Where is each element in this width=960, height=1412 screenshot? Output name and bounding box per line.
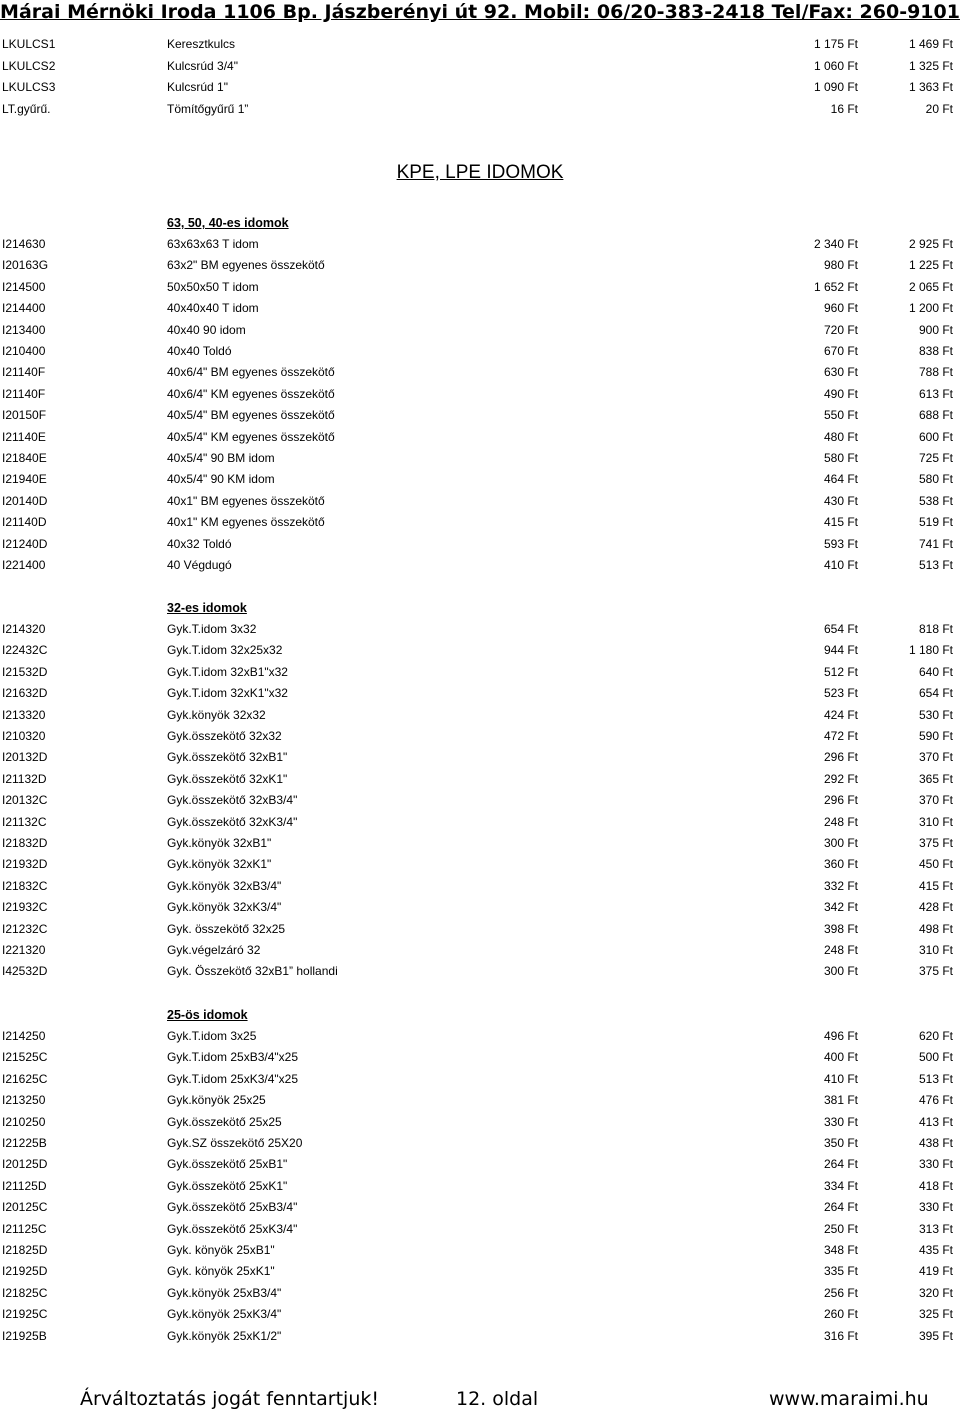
gross-price: 818 Ft [918,622,953,636]
net-price: 350 Ft [823,1136,858,1150]
product-description: Gyk.összekötő 25xK3/4" [167,1221,298,1236]
price-row [0,961,960,982]
net-price: 348 Ft [823,1243,858,1257]
gross-price: 325 Ft [918,1307,953,1322]
gross-price: 513 Ft [918,1071,953,1086]
product-code: I21140D [2,515,47,530]
product-description: Gyk.könyök 25xK3/4" [167,1307,282,1322]
price-row [0,790,960,811]
price-row [0,769,960,790]
product-code: I20140D [2,493,48,508]
gross-price: 370 Ft [918,750,953,765]
product-description: Tömítőgyűrű 1” [167,101,249,116]
product-code: I214250 [2,1029,46,1043]
price-row [0,1090,960,1111]
net-price: 472 Ft [823,729,858,743]
price-row [0,940,960,961]
price-row [0,277,960,298]
product-description: Gyk.könyök 25xB3/4" [167,1285,282,1300]
product-description: Gyk.összekötő 32x32 [167,729,282,743]
gross-price: 838 Ft [918,344,953,358]
product-code: I213320 [2,707,46,722]
product-code: I20125C [2,1200,48,1215]
net-price: 248 Ft [823,943,858,957]
gross-price: 1 325 Ft [908,58,953,73]
gross-price: 370 Ft [918,793,953,808]
price-row [0,341,960,362]
price-row [0,705,960,726]
price-row [0,812,960,833]
product-description: 40x6/4" KM egyenes összekötő [167,386,335,401]
product-description: 40x5/4" 90 KM idom [167,472,275,487]
product-code: I210320 [2,729,46,743]
price-row [0,491,960,512]
product-description: Gyk.összekötő 25xB3/4" [167,1200,298,1215]
gross-price: 428 Ft [918,900,953,915]
product-code: I21140F [2,365,46,380]
product-code: I210250 [2,1114,46,1129]
product-description: 50x50x50 T idom [167,279,259,294]
page-header: Márai Mérnöki Iroda 1106 Bp. Jászberényi út 92. Mobil: 06/20-383-2418 Tel/Fax: 260-9101 [0,1,960,23]
product-code: I20132C [2,793,48,808]
price-row [0,427,960,448]
net-price: 1 060 Ft [813,58,858,73]
gross-price: 788 Ft [918,365,953,380]
price-row [0,640,960,661]
product-code: I21140F [2,386,46,401]
net-price: 593 Ft [823,536,858,551]
product-description: 63x63x63 T idom [167,237,259,251]
product-code: I214320 [2,622,46,636]
footer-disclaimer: Árváltoztatás jogát fenntartjuk! [80,1388,379,1410]
price-row [0,34,960,55]
product-description: Gyk. könyök 25xK1" [167,1264,275,1279]
gross-price: 513 Ft [918,558,953,572]
product-code: I21932C [2,900,48,915]
product-code: I221400 [2,558,46,572]
product-description: Gyk.T.idom 32x25x32 [167,643,283,658]
gross-price: 640 Ft [918,664,953,679]
product-code: I42532D [2,964,48,979]
product-code: I21232C [2,921,48,936]
product-description: 40x40x40 T idom [167,301,259,316]
product-code: I21125D [2,1178,47,1193]
net-price: 480 Ft [823,429,858,444]
price-row [0,1176,960,1197]
product-code: I21940E [2,472,47,487]
gross-price: 900 Ft [918,322,953,337]
product-description: Kulcsrúd 1" [167,80,228,94]
net-price: 430 Ft [823,493,858,508]
product-description: Gyk. Összekötő 32xB1” hollandi [167,964,338,979]
price-row [0,919,960,940]
net-price: 410 Ft [823,558,858,572]
price-row [0,512,960,533]
product-description: Gyk. összekötő 32x25 [167,921,286,936]
product-description: Gyk.könyök 32xB3/4" [167,878,282,893]
product-description: Gyk.összekötő 32xB1" [167,750,288,765]
product-description: 40x1" KM egyenes összekötő [167,515,325,530]
product-description: 40x6/4" BM egyenes összekötő [167,365,335,380]
gross-price: 310 Ft [918,814,953,829]
net-price: 332 Ft [823,878,858,893]
gross-price: 418 Ft [918,1178,953,1193]
product-description: Gyk.összekötő 25x25 [167,1114,282,1129]
price-row [0,1154,960,1175]
price-row [0,469,960,490]
section-title: KPE, LPE IDOMOK [396,162,564,183]
product-description: Kulcsrúd 3/4" [167,58,238,73]
gross-price: 476 Ft [918,1093,953,1108]
price-row [0,1197,960,1218]
product-code: I21625C [2,1071,48,1086]
net-price: 300 Ft [823,836,858,850]
product-description: Gyk.összekötő 32xB3/4" [167,793,298,808]
net-price: 292 Ft [823,771,858,786]
net-price: 250 Ft [823,1221,858,1236]
price-row [0,619,960,640]
price-row [0,1283,960,1304]
price-row [0,1112,960,1133]
price-row [0,1133,960,1154]
price-row [0,448,960,469]
price-row [0,362,960,383]
price-row [0,99,960,120]
net-price: 512 Ft [823,664,858,679]
gross-price: 1 225 Ft [908,258,953,273]
product-description: 40x32 Toldó [167,536,232,551]
product-description: Gyk.T.idom 25xK3/4"x25 [167,1071,298,1086]
gross-price: 1 200 Ft [908,301,953,316]
net-price: 381 Ft [823,1093,858,1108]
net-price: 410 Ft [823,1071,858,1086]
net-price: 398 Ft [823,921,858,936]
gross-price: 2 925 Ft [908,237,953,251]
gross-price: 435 Ft [918,1243,953,1257]
net-price: 300 Ft [823,964,858,979]
product-description: Gyk.könyök 25x25 [167,1093,266,1108]
product-description: Gyk.könyök 32xK1" [167,857,272,872]
price-row [0,1069,960,1090]
product-code: I213250 [2,1093,46,1108]
gross-price: 450 Ft [918,857,953,872]
net-price: 2 340 Ft [813,237,858,251]
gross-price: 688 Ft [918,408,953,423]
product-code: I21925D [2,1264,48,1279]
footer-website: www.maraimi.hu [769,1388,929,1410]
net-price: 944 Ft [823,643,858,658]
product-code: I21825D [2,1243,48,1257]
product-description: 40x40 90 idom [167,322,246,337]
price-row [0,1304,960,1325]
net-price: 415 Ft [823,515,858,530]
product-description: Gyk.könyök 32xB1" [167,836,272,850]
gross-price: 600 Ft [918,429,953,444]
gross-price: 580 Ft [918,472,953,487]
product-code: I21125C [2,1221,47,1236]
gross-price: 530 Ft [918,707,953,722]
net-price: 550 Ft [823,408,858,423]
price-row [0,1026,960,1047]
net-price: 654 Ft [823,622,858,636]
gross-price: 519 Ft [918,515,953,530]
gross-price: 2 065 Ft [908,279,953,294]
price-row [0,833,960,854]
product-code: I21132C [2,814,47,829]
price-row [0,1240,960,1261]
gross-price: 365 Ft [918,771,953,786]
product-code: I21925C [2,1307,48,1322]
net-price: 16 Ft [830,101,858,116]
net-price: 400 Ft [823,1050,858,1065]
net-price: 496 Ft [823,1029,858,1043]
net-price: 980 Ft [823,258,858,273]
product-code: I21240D [2,536,48,551]
product-description: Gyk.T.idom 32xB1"x32 [167,664,288,679]
net-price: 256 Ft [823,1285,858,1300]
net-price: 630 Ft [823,365,858,380]
product-code: LKULCS3 [2,80,56,94]
product-code: I21825C [2,1285,48,1300]
net-price: 1 090 Ft [813,80,858,94]
gross-price: 395 Ft [918,1328,953,1343]
product-code: I21932D [2,857,48,872]
gross-price: 538 Ft [918,493,953,508]
net-price: 424 Ft [823,707,858,722]
price-row [0,1219,960,1240]
product-code: I214400 [2,301,46,316]
product-code: I210400 [2,344,46,358]
gross-price: 330 Ft [918,1200,953,1215]
product-description: Keresztkulcs [167,37,236,51]
product-code: LKULCS1 [2,37,56,51]
gross-price: 498 Ft [918,921,953,936]
net-price: 670 Ft [823,344,858,358]
price-row [0,1326,960,1347]
net-price: 960 Ft [823,301,858,316]
net-price: 335 Ft [823,1264,858,1279]
gross-price: 741 Ft [918,536,953,551]
product-code: I21832C [2,878,48,893]
product-code: I221320 [2,943,46,957]
net-price: 342 Ft [823,900,858,915]
price-row [0,1047,960,1068]
product-code: I21140E [2,429,46,444]
price-row [0,1261,960,1282]
product-description: Gyk.T.idom 32xK1"x32 [167,686,288,701]
net-price: 580 Ft [823,451,858,465]
price-row [0,405,960,426]
net-price: 296 Ft [823,750,858,765]
price-row [0,534,960,555]
gross-price: 419 Ft [918,1264,953,1279]
net-price: 248 Ft [823,814,858,829]
gross-price: 320 Ft [918,1285,953,1300]
net-price: 260 Ft [823,1307,858,1322]
gross-price: 20 Ft [925,101,953,116]
product-description: 63x2" BM egyenes összekötő [167,258,325,273]
product-description: Gyk.T.idom 25xB3/4"x25 [167,1050,298,1065]
product-code: I21832D [2,836,48,850]
price-row [0,662,960,683]
product-description: Gyk.végelzáró 32 [167,943,261,957]
page-footer [0,1386,960,1412]
product-description: Gyk.könyök 25xK1/2" [167,1328,282,1343]
product-code: I20163G [2,258,49,273]
gross-price: 310 Ft [918,943,953,957]
net-price: 360 Ft [823,857,858,872]
price-row [0,726,960,747]
gross-price: 415 Ft [918,878,953,893]
gross-price: 438 Ft [918,1136,953,1150]
product-code: I21925B [2,1328,47,1343]
product-code: I20132D [2,750,48,765]
product-description: Gyk.összekötő 25xB1" [167,1157,288,1172]
group-title: 63, 50, 40-es idomok [167,216,289,230]
net-price: 464 Ft [823,472,858,487]
gross-price: 725 Ft [918,451,953,465]
product-description: Gyk.könyök 32xK3/4" [167,900,282,915]
net-price: 523 Ft [823,686,858,701]
gross-price: 500 Ft [918,1050,953,1065]
gross-price: 375 Ft [918,964,953,979]
net-price: 1 175 Ft [813,37,858,51]
price-row [0,854,960,875]
price-row [0,320,960,341]
price-row [0,298,960,319]
net-price: 490 Ft [823,386,858,401]
gross-price: 375 Ft [918,836,953,850]
product-code: LT.gyűrű. [2,101,51,116]
product-description: 40x5/4" KM egyenes összekötő [167,429,335,444]
product-description: 40x1" BM egyenes összekötő [167,493,325,508]
product-description: 40 Végdugó [167,558,232,572]
product-description: 40x5/4" 90 BM idom [167,451,275,465]
net-price: 720 Ft [823,322,858,337]
gross-price: 1 180 Ft [908,643,953,658]
price-row [0,255,960,276]
price-row [0,683,960,704]
product-code: I214500 [2,279,46,294]
net-price: 264 Ft [823,1200,858,1215]
net-price: 296 Ft [823,793,858,808]
footer-page-number: 12. oldal [456,1388,539,1410]
product-description: Gyk.összekötő 32xK3/4" [167,814,298,829]
net-price: 316 Ft [823,1328,858,1343]
net-price: 334 Ft [823,1178,858,1193]
product-code: I21225B [2,1136,47,1150]
price-row [0,747,960,768]
product-description: Gyk.T.idom 3x32 [167,622,257,636]
net-price: 330 Ft [823,1114,858,1129]
gross-price: 330 Ft [918,1157,953,1172]
product-code: I22432C [2,643,48,658]
price-row [0,897,960,918]
product-description: 40x5/4" BM egyenes összekötő [167,408,335,423]
product-description: Gyk.összekötő 32xK1" [167,771,288,786]
product-code: I21632D [2,686,48,701]
gross-price: 620 Ft [918,1029,953,1043]
gross-price: 413 Ft [918,1114,953,1129]
product-code: I21532D [2,664,48,679]
price-row [0,234,960,255]
gross-price: 654 Ft [918,686,953,701]
product-code: I21132D [2,771,47,786]
product-code: I213400 [2,322,46,337]
gross-price: 1 469 Ft [908,37,953,51]
product-description: Gyk.T.idom 3x25 [167,1029,257,1043]
product-code: I214630 [2,237,46,251]
price-row [0,555,960,576]
gross-price: 313 Ft [918,1221,953,1236]
product-description: Gyk. könyök 25xB1" [167,1243,275,1257]
price-row [0,384,960,405]
price-row [0,77,960,98]
product-description: 40x40 Toldó [167,344,232,358]
product-code: I20150F [2,408,47,423]
product-description: Gyk.könyök 32x32 [167,707,266,722]
product-code: I20125D [2,1157,48,1172]
price-row [0,876,960,897]
group-title: 32-es idomok [167,601,247,615]
gross-price: 613 Ft [918,386,953,401]
product-code: LKULCS2 [2,58,56,73]
price-row [0,56,960,77]
product-description: Gyk.SZ összekötő 25X20 [167,1136,303,1150]
gross-price: 590 Ft [918,729,953,743]
net-price: 264 Ft [823,1157,858,1172]
product-description: Gyk.összekötő 25xK1" [167,1178,288,1193]
net-price: 1 652 Ft [813,279,858,294]
group-title: 25-ös idomok [167,1008,248,1022]
gross-price: 1 363 Ft [908,80,953,94]
product-code: I21525C [2,1050,48,1065]
product-code: I21840E [2,451,47,465]
